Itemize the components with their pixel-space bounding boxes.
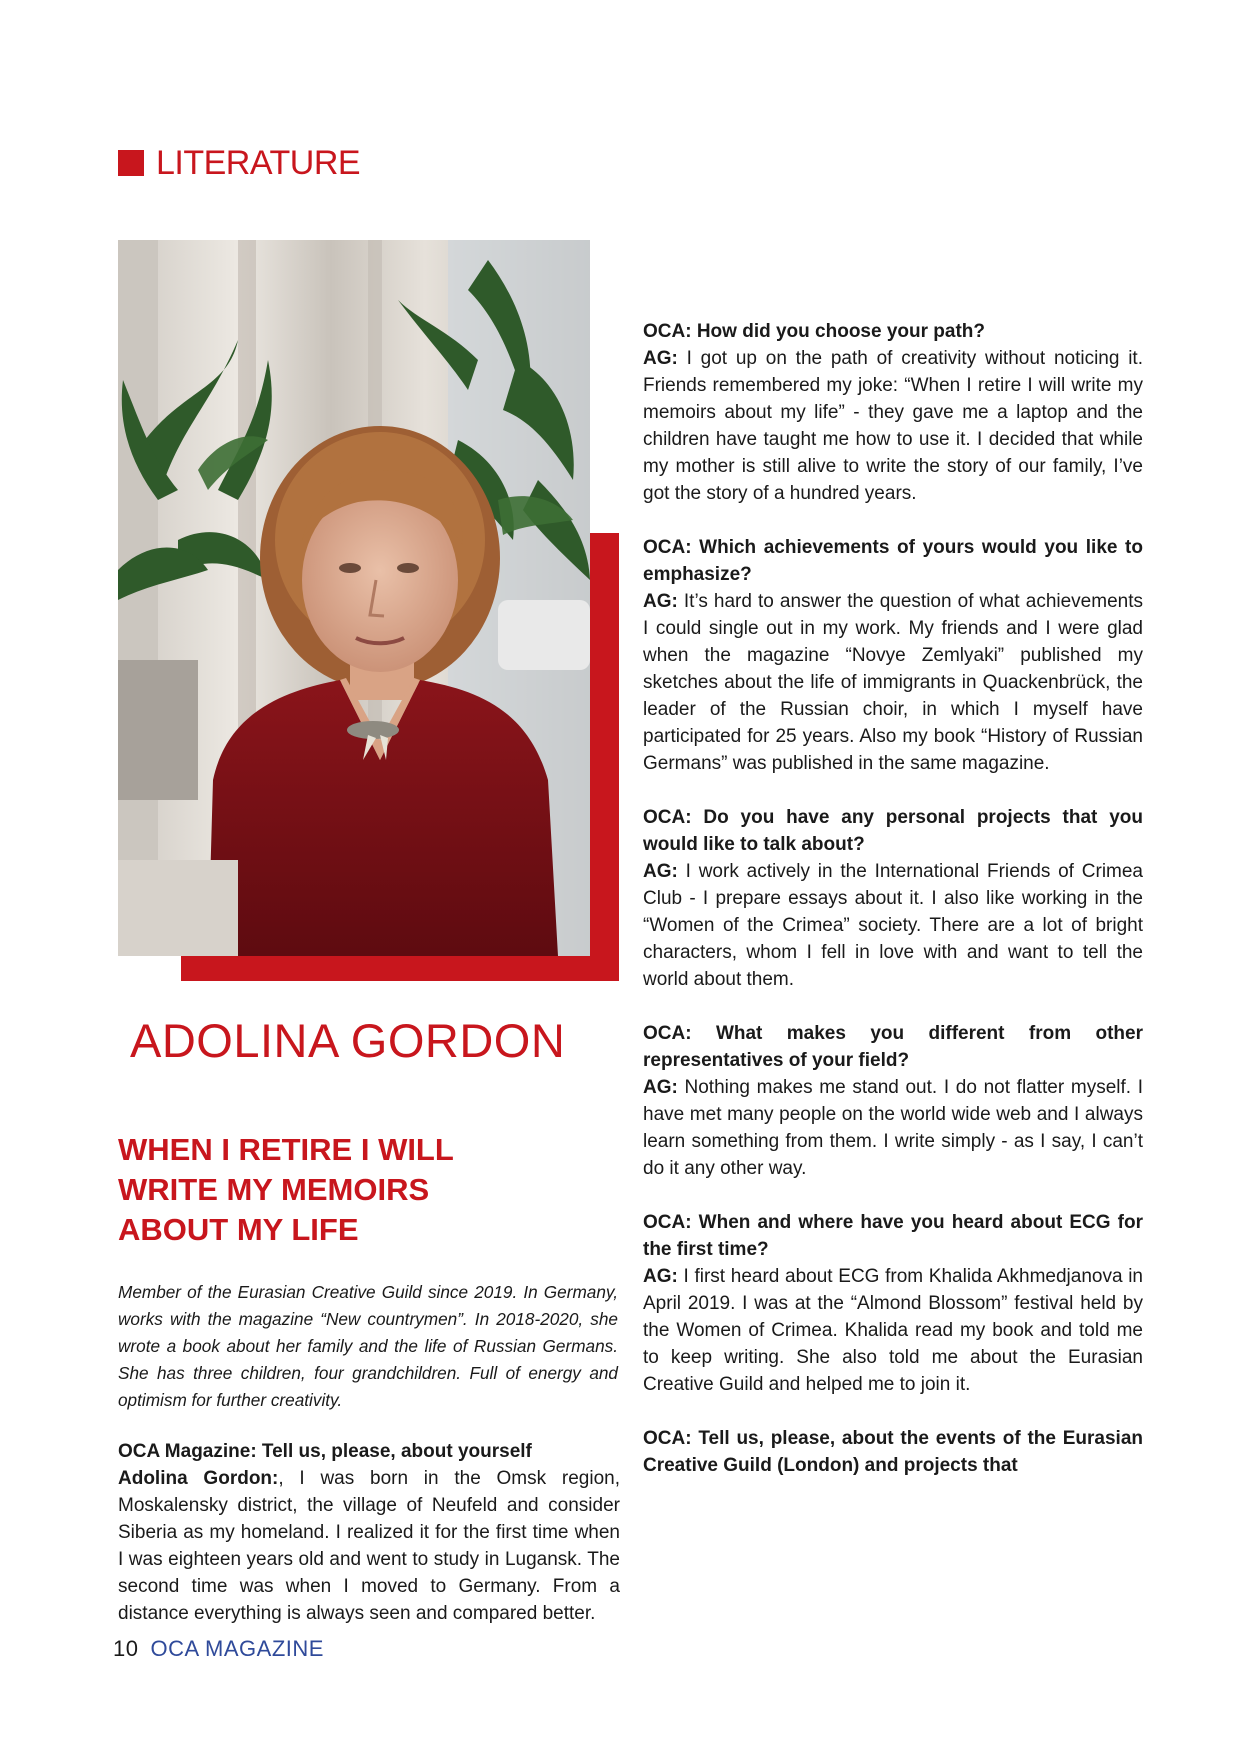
portrait-photo [118,240,590,956]
portrait-illustration [118,240,590,956]
speaker-label: AG: [643,1077,678,1098]
speaker-label: AG: [643,591,678,612]
interview-column-right [643,237,1143,1479]
answer-text: , I was born in the Omsk region, Moskalensky district, the village of Neufeld and consider Siberia as my homeland. I realized it for the first time when I was eighteen years old and went to study in Lugansk. The second time was when I moved to Germany. From a distance everything is always seen and compared better. [118,1468,620,1624]
person-name: ADOLINA GORDON [130,1014,566,1067]
interview-answer [643,345,1143,507]
lead-paragraph: Member of the Eurasian Creative Guild since 2019. In Germany, works with the magazine “New countrymen”. In 2018-2020, she wrote a book about her family and the life of Russian Germans. She has three children, four grandchildren. Full of energy and optimism for further creativity. [118,1282,618,1410]
article-headline [118,1130,588,1250]
interview-question: OCA: Tell us, please, about the events of the Eurasian Creative Guild (London) and projects that [643,1428,1143,1476]
answer-text: I work actively in the International Friends of Crimea Club - I prepare essays about it. I also like working in the “Women of the Crimea” society. There are a lot of bright characters, whom I fell in love with and want to tell the world about them. [643,861,1143,990]
headline-line: ABOUT MY LIFE [118,1212,359,1247]
qa-block [643,804,1143,993]
page-footer [113,1636,324,1662]
qa-block [643,534,1143,777]
interview-question: OCA: What makes you different from other representatives of your field? [643,1023,1143,1071]
interview-answer [118,1465,620,1627]
interview-column-left [118,1438,620,1627]
speaker-label: AG: [643,1266,678,1287]
qa-block [643,1425,1143,1479]
answer-text: I got up on the path of creativity without noticing it. Friends remembered my joke: “When I retire I will write my memoirs about my life” - they gave me a laptop and the children have taught me how to use it. I decided that while my mother is still alive to write the story of our family, I’ve got the story of a hundred years. [643,348,1143,504]
headline-line: WRITE MY MEMOIRS [118,1172,430,1207]
qa-block [643,318,1143,507]
magazine-name: OCA MAGAZINE [150,1636,324,1661]
interview-answer [643,1074,1143,1182]
page-number: 10 [113,1636,139,1661]
interview-question: OCA: Which achievements of yours would you like to emphasize? [643,537,1143,585]
answer-text: I first heard about ECG from Khalida Akhmedjanova in April 2019. I was at the “Almond Blossom” festival held by the Women of Crimea. Khalida read my book and told me to keep writing. She also told me about the Eurasian Creative Guild and helped me to join it. [643,1266,1143,1395]
interview-question: OCA: How did you choose your path? [643,321,985,342]
section-header [118,146,360,180]
interview-answer [643,588,1143,777]
qa-block [643,1020,1143,1182]
section-square-icon [118,150,144,176]
interview-question: OCA: When and where have you heard about ECG for the first time? [643,1212,1143,1260]
speaker-label: AG: [643,861,678,882]
answer-text: Nothing makes me stand out. I do not flatter myself. I have met many people on the world wide web and I always learn something from them. I write simply - as I say, I can’t do it any other way. [643,1077,1143,1179]
interview-answer [643,1263,1143,1398]
speaker-label: Adolina Gordon: [118,1468,279,1489]
interview-question: OCA: Do you have any personal projects that you would like to talk about? [643,807,1143,855]
speaker-label: AG: [643,348,678,369]
section-label: LITERATURE [156,144,361,182]
interview-answer [643,858,1143,993]
interview-question: OCA Magazine: Tell us, please, about yourself [118,1441,532,1462]
answer-text: It’s hard to answer the question of what achievements I could single out in my work. My friends and I were glad when the magazine “Novye Zemlyaki” published my sketches about the life of immigrants in Quackenbrück, the leader of the Russian choir, in which I myself have participated for 25 years. Also my book “History of Russian Germans” was published in the same magazine. [643,591,1143,774]
headline-line: WHEN I RETIRE I WILL [118,1132,454,1167]
qa-block [643,1209,1143,1398]
